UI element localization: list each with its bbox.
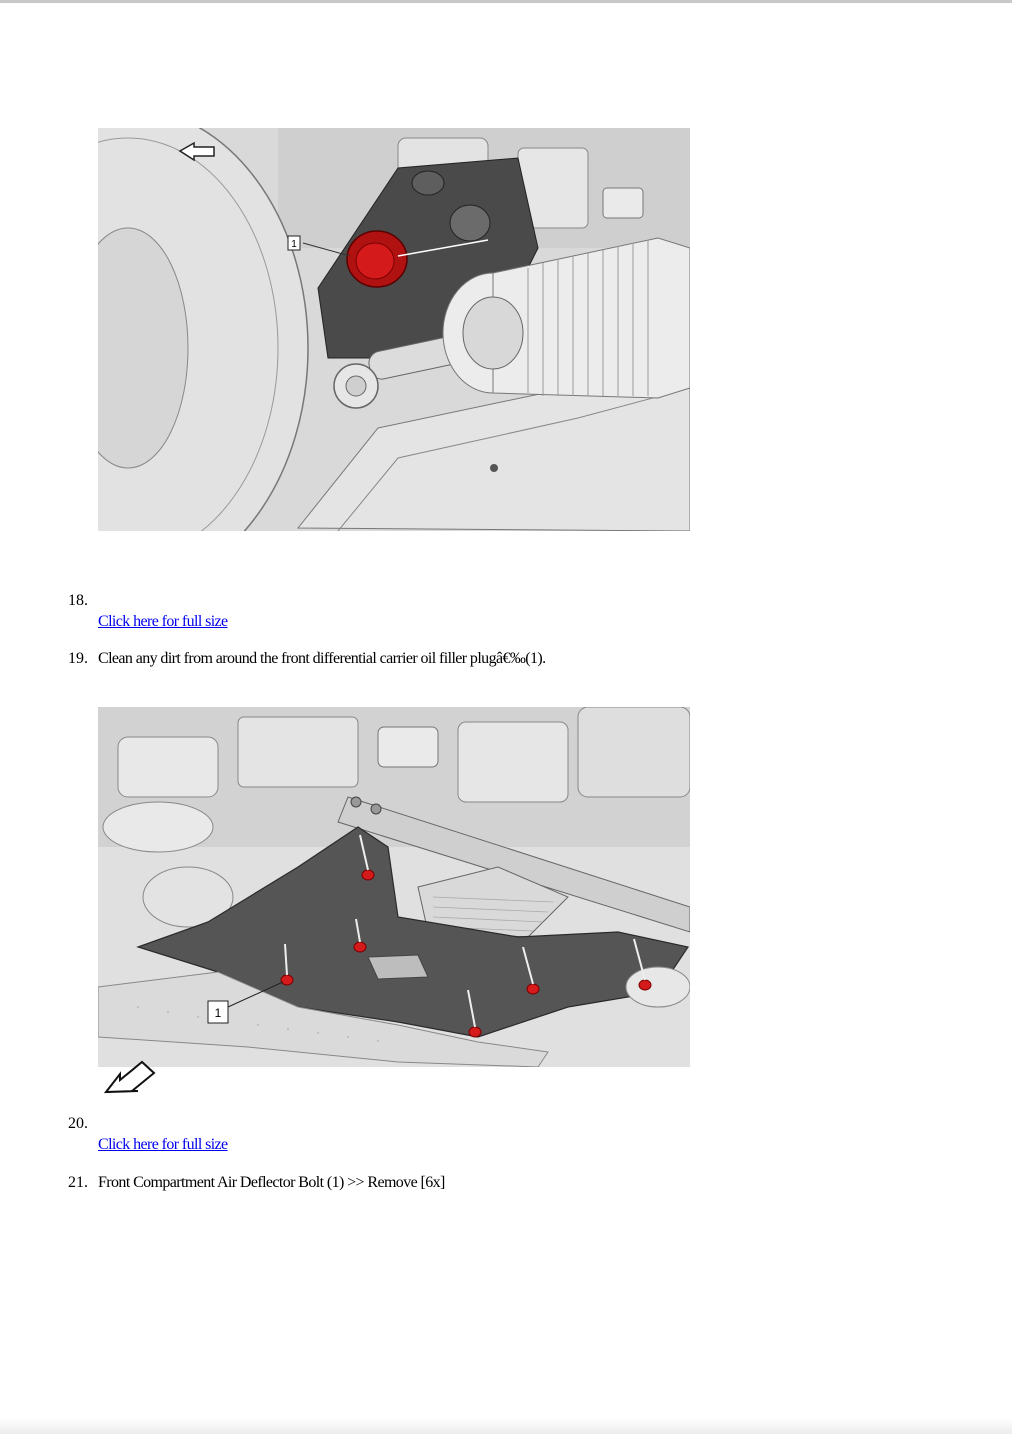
step-text: Clean any dirt from around the front differential carrier oil filler plugâ€‰(1). [98, 650, 546, 667]
air-deflector-illustration [98, 707, 690, 1107]
full-size-link[interactable]: Click here for full size [98, 613, 228, 630]
full-size-link[interactable]: Click here for full size [98, 1136, 228, 1153]
step-number: 21. [68, 1174, 88, 1191]
page-bottom-shadow [0, 1418, 1012, 1434]
step-number: 18. [68, 592, 88, 609]
step-number: 20. [68, 1115, 88, 1132]
callout-label: 1 [291, 239, 297, 250]
filler-plug-illustration [98, 128, 690, 531]
step-number: 19. [68, 650, 88, 667]
callout-label: 1 [214, 1006, 222, 1020]
step-text: Front Compartment Air Deflector Bolt (1) >> Remove [6x] [98, 1174, 445, 1191]
page-top-border [0, 0, 1012, 3]
